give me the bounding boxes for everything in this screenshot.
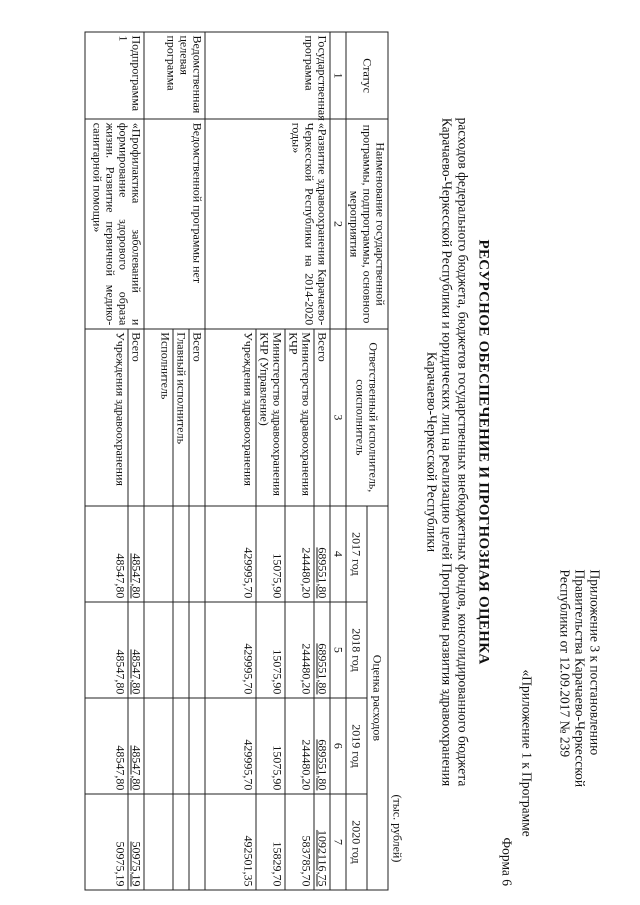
column-number: 3 (330, 329, 346, 506)
value-cell: 244480,20 (285, 602, 314, 698)
executor-cell: Всего (189, 329, 205, 506)
value-cell: 689551,80 (314, 698, 330, 794)
column-number: 6 (330, 698, 346, 794)
header-year: 2017 год (346, 506, 367, 602)
executor-cell: Учреждения здравоохранения (205, 329, 256, 506)
value-cell: 689551,80 (314, 506, 330, 602)
value-cell (144, 698, 173, 794)
annex-line: Республики от 12.09.2017 № 239 (557, 569, 573, 758)
program-annex-label: «Приложение 1 к Программе (519, 669, 535, 837)
column-number: 7 (330, 794, 346, 890)
document-subtitle (424, 10, 471, 895)
value-cell (173, 698, 189, 794)
table-header-row (367, 32, 388, 890)
value-cell: 48547,80 (128, 602, 144, 698)
annex-line: Приложение 3 к постановлению (587, 569, 603, 756)
executor-cell: Всего (314, 329, 330, 506)
executor-cell: Исполнитель (144, 329, 173, 506)
column-number: 2 (330, 119, 346, 329)
value-cell: 15075,90 (256, 602, 285, 698)
value-cell (173, 602, 189, 698)
value-cell: 689551,80 (314, 602, 330, 698)
document-page (11, 10, 631, 895)
value-cell: 492501,35 (205, 794, 256, 890)
status-cell: Ведомственная целевая программа (144, 32, 205, 119)
value-cell (189, 506, 205, 602)
subtitle-line: Карачаево-Черкесской Республики (424, 351, 440, 553)
value-cell: 244480,20 (285, 506, 314, 602)
column-number: 1 (330, 32, 346, 119)
subtitle-line: расходов федерального бюджета, бюджетов государственных внебюджетных фондов, консолидированного бюджета (455, 117, 471, 787)
value-cell (144, 794, 173, 890)
header-estimate: Оценка расходов (367, 506, 388, 890)
value-cell: 429995,70 (205, 506, 256, 602)
header-name: Наименование государственной программы, подпрограммы, основного мероприятия (346, 119, 388, 329)
value-cell: 15075,90 (256, 506, 285, 602)
header-status: Статус (346, 32, 388, 119)
value-cell: 15829,70 (256, 794, 285, 890)
value-cell: 583785,70 (285, 794, 314, 890)
value-cell (144, 602, 173, 698)
header-year: 2019 год (346, 698, 367, 794)
value-cell (173, 794, 189, 890)
value-cell: 244480,20 (285, 698, 314, 794)
form-label: Форма 6 (499, 837, 515, 887)
executor-cell: Учреждения здравоохранения (85, 329, 128, 506)
executor-cell: Всего (128, 329, 144, 506)
value-cell: 48547,80 (85, 506, 128, 602)
column-number: 5 (330, 602, 346, 698)
units-label: (тыс. рублей) (390, 794, 405, 863)
resource-table (85, 32, 389, 891)
value-cell: 48547,80 (128, 506, 144, 602)
value-cell (189, 602, 205, 698)
program-name-cell: «Развитие здравоохранения Карачаево-Черкесской Республики на 2014-2020 годы» (205, 119, 330, 329)
table-row (314, 32, 330, 890)
status-cell: Подпрограмма 1 (85, 32, 144, 119)
document-title: РЕСУРСНОЕ ОБЕСПЕЧЕНИЕ И ПРОГНОЗНАЯ ОЦЕНКА (475, 239, 492, 665)
header-year: 2020 год (346, 794, 367, 890)
header-executor: Ответственный исполнитель, соисполнитель (346, 329, 388, 506)
status-cell: Государственная программа (205, 32, 330, 119)
value-cell: 48547,80 (85, 602, 128, 698)
executor-cell: Министерство здравоохранения КЧР (Управление) (256, 329, 285, 506)
executor-cell: Министерство здравоохранения КЧР (285, 329, 314, 506)
value-cell: 50975,19 (128, 794, 144, 890)
table-row (189, 32, 205, 890)
subtitle-line: Карачаево-Черкесской Республики и юридических лиц на реализацию целей Программы развития здравоохранения (440, 117, 455, 787)
value-cell: 1092116,75 (314, 794, 330, 890)
value-cell (189, 794, 205, 890)
value-cell: 50975,19 (85, 794, 128, 890)
value-cell: 15075,90 (256, 698, 285, 794)
annex-reference (558, 570, 603, 890)
value-cell: 429995,70 (205, 602, 256, 698)
header-year: 2018 год (346, 602, 367, 698)
value-cell (173, 506, 189, 602)
value-cell: 429995,70 (205, 698, 256, 794)
value-cell (144, 506, 173, 602)
value-cell: 48547,80 (85, 698, 128, 794)
value-cell: 48547,80 (128, 698, 144, 794)
column-number: 4 (330, 506, 346, 602)
value-cell (189, 698, 205, 794)
executor-cell: Главный исполнитель (173, 329, 189, 506)
program-name-cell: «Профилактика заболеваний и формирование здорового образа жизни. Развитие первичной медико-санитарной помощи» (85, 119, 144, 329)
column-number-row (330, 32, 346, 890)
table-row (128, 32, 144, 890)
program-name-cell: Ведомственной программы нет (144, 119, 205, 329)
annex-line: Правительства Карачаево-Черкесской (572, 569, 588, 788)
